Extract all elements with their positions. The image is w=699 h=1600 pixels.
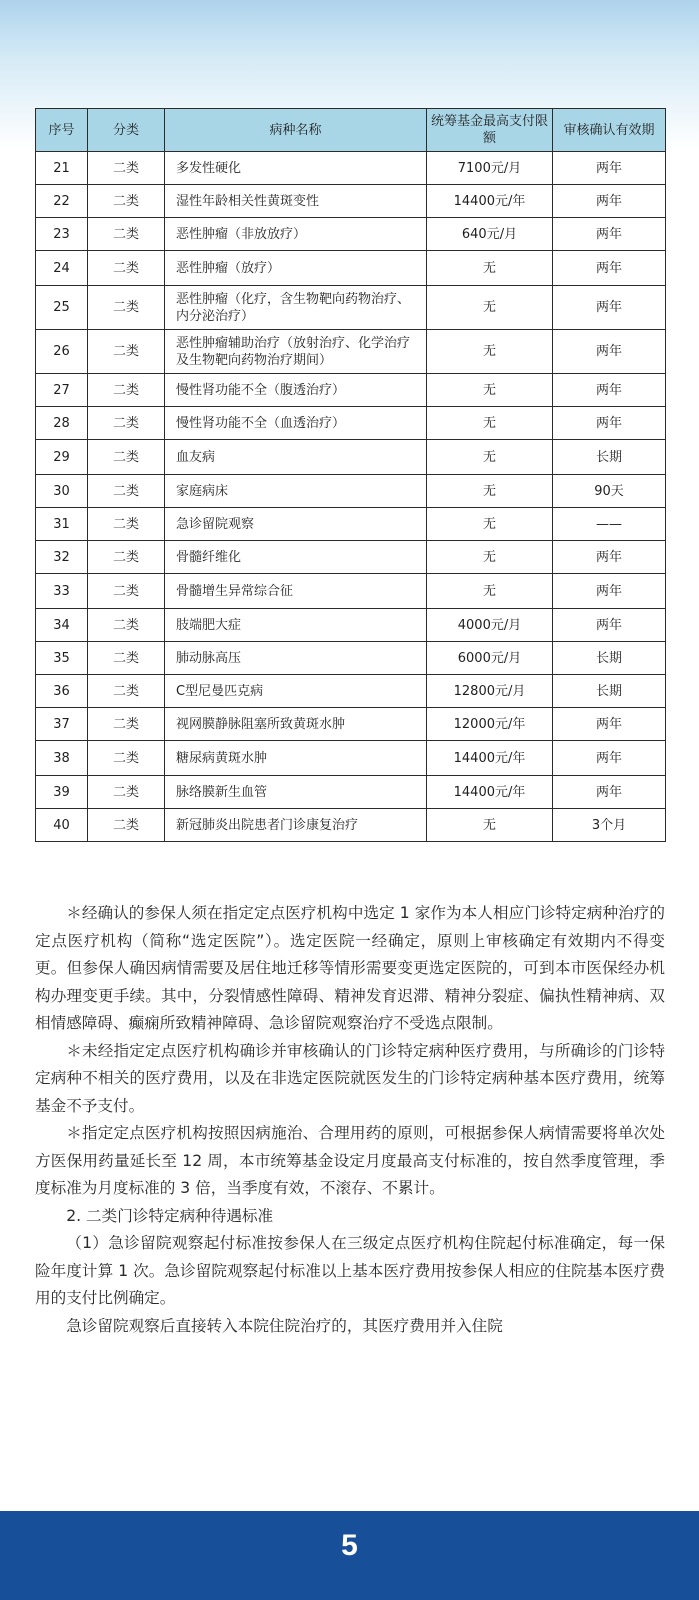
cell-disease-name: 慢性肾功能不全（腹透治疗） [165,374,427,407]
cell-disease-name: 骨髓纤维化 [165,541,427,574]
cell-payment-limit: 6000元/月 [427,642,553,675]
table-row [36,708,666,741]
cell-validity-period: 两年 [553,185,666,218]
disease-table [35,108,666,842]
cell-payment-limit: 无 [427,475,553,508]
cell-category: 二类 [88,741,165,776]
header-validity-period: 审核确认有效期 [553,109,666,152]
table-row [36,407,666,440]
cell-validity-period: 长期 [553,440,666,475]
cell-payment-limit: 无 [427,541,553,574]
cell-serial-number: 28 [36,407,88,440]
note-paragraph: 急诊留院观察后直接转入本院住院治疗的，其医疗费用并入住院 [66,1316,503,1335]
table-row [36,574,666,609]
cell-payment-limit: 14400元/年 [427,776,553,809]
table-row [36,541,666,574]
cell-category: 二类 [88,407,165,440]
notes-section [35,900,665,1340]
page-footer [0,1511,699,1600]
cell-category: 二类 [88,374,165,407]
cell-payment-limit: 640元/月 [427,218,553,251]
cell-serial-number: 30 [36,475,88,508]
cell-category: 二类 [88,330,165,374]
cell-disease-name: 肺动脉高压 [165,642,427,675]
table-row [36,508,666,541]
cell-validity-period: 两年 [553,374,666,407]
cell-serial-number: 25 [36,286,88,330]
cell-category: 二类 [88,675,165,708]
cell-serial-number: 29 [36,440,88,475]
table-body [36,152,666,842]
cell-category: 二类 [88,475,165,508]
table-row [36,185,666,218]
cell-disease-name: C型尼曼匹克病 [165,675,427,708]
table-row [36,152,666,185]
cell-category: 二类 [88,251,165,286]
cell-disease-name: 脉络膜新生血管 [165,776,427,809]
cell-payment-limit: 无 [427,574,553,609]
cell-disease-name: 湿性年龄相关性黄斑变性 [165,185,427,218]
cell-validity-period: 两年 [553,541,666,574]
cell-serial-number: 35 [36,642,88,675]
cell-validity-period: 两年 [553,152,666,185]
cell-validity-period: 两年 [553,708,666,741]
cell-payment-limit: 无 [427,251,553,286]
cell-payment-limit: 无 [427,508,553,541]
cell-disease-name: 恶性肿瘤（非放放疗） [165,218,427,251]
cell-serial-number: 36 [36,675,88,708]
cell-disease-name: 多发性硬化 [165,152,427,185]
cell-validity-period: 两年 [553,609,666,642]
table-row [36,218,666,251]
cell-validity-period: 两年 [553,574,666,609]
cell-serial-number: 31 [36,508,88,541]
cell-validity-period: 3个月 [553,809,666,842]
cell-serial-number: 21 [36,152,88,185]
note-paragraph: 2. 二类门诊特定病种待遇标准 [66,1206,274,1225]
cell-serial-number: 39 [36,776,88,809]
cell-category: 二类 [88,218,165,251]
cell-category: 二类 [88,508,165,541]
cell-disease-name: 家庭病床 [165,475,427,508]
table-row [36,809,666,842]
cell-category: 二类 [88,541,165,574]
cell-serial-number: 32 [36,541,88,574]
cell-payment-limit: 无 [427,407,553,440]
cell-disease-name: 骨髓增生异常综合征 [165,574,427,609]
cell-validity-period: 长期 [553,642,666,675]
disease-table-container [35,108,665,842]
header-serial-number: 序号 [36,109,88,152]
cell-serial-number: 34 [36,609,88,642]
cell-payment-limit: 无 [427,809,553,842]
table-row [36,675,666,708]
cell-disease-name: 急诊留院观察 [165,508,427,541]
cell-payment-limit: 4000元/月 [427,609,553,642]
table-row [36,330,666,374]
cell-category: 二类 [88,440,165,475]
cell-serial-number: 23 [36,218,88,251]
cell-payment-limit: 14400元/年 [427,741,553,776]
cell-disease-name: 恶性肿瘤（放疗） [165,251,427,286]
cell-disease-name: 血友病 [165,440,427,475]
cell-disease-name: 糖尿病黄斑水肿 [165,741,427,776]
cell-validity-period: 两年 [553,286,666,330]
note-paragraph: （1）急诊留院观察起付标准按参保人在三级定点医疗机构住院起付标准确定，每一保险年度计算 1 次。急诊留院观察起付标准以上基本医疗费用按参保人相应的住院基本医疗费用的支付比例确定。 [35,1234,665,1307]
cell-validity-period: 两年 [553,251,666,286]
cell-disease-name: 肢端肥大症 [165,609,427,642]
cell-payment-limit: 无 [427,286,553,330]
cell-payment-limit: 14400元/年 [427,185,553,218]
cell-category: 二类 [88,642,165,675]
note-paragraph: ＊未经指定定点医疗机构确诊并审核确认的门诊特定病种医疗费用，与所确诊的门诊特定病种不相关的医疗费用，以及在非选定医院就医发生的门诊特定病种基本医疗费用，统筹基金不予支付。 [35,1041,665,1115]
cell-validity-period: 长期 [553,675,666,708]
cell-payment-limit: 12800元/月 [427,675,553,708]
table-row [36,609,666,642]
cell-serial-number: 24 [36,251,88,286]
note-paragraph: ＊指定定点医疗机构按照因病施治、合理用药的原则，可根据参保人病情需要将单次处方医保用药量延长至 12 周，本市统筹基金设定月度最高支付标准的，按自然季度管理，季度标准为月度标准的 3 倍，当季度有效，不滚存、不累计。 [35,1124,665,1197]
cell-serial-number: 38 [36,741,88,776]
cell-payment-limit: 无 [427,440,553,475]
cell-payment-limit: 无 [427,330,553,374]
header-payment-limit: 统筹基金最高支付限额 [427,109,553,152]
table-header-row [36,109,666,152]
page-number: 5 [341,1529,358,1562]
cell-validity-period: 两年 [553,330,666,374]
table-row [36,251,666,286]
cell-category: 二类 [88,809,165,842]
cell-validity-period: 两年 [553,776,666,809]
table-row [36,642,666,675]
cell-disease-name: 新冠肺炎出院患者门诊康复治疗 [165,809,427,842]
cell-payment-limit: 7100元/月 [427,152,553,185]
cell-category: 二类 [88,776,165,809]
cell-serial-number: 26 [36,330,88,374]
cell-validity-period: 两年 [553,218,666,251]
cell-validity-period: 90天 [553,475,666,508]
table-row [36,741,666,776]
cell-serial-number: 27 [36,374,88,407]
cell-serial-number: 40 [36,809,88,842]
cell-disease-name: 慢性肾功能不全（血透治疗） [165,407,427,440]
table-row [36,286,666,330]
cell-payment-limit: 12000元/年 [427,708,553,741]
cell-payment-limit: 无 [427,374,553,407]
note-paragraph: ＊经确认的参保人须在指定定点医疗机构中选定 1 家作为本人相应门诊特定病种治疗的定点医疗机构（简称“选定医院”）。选定医院一经确定，原则上审核确定有效期内不得变更。但参保人确因病情需要及居住地迁移等情形需要变更选定医院的，可到本市医保经办机构办理变更手续。其中，分裂情感性障碍、精神发育迟滞、精神分裂症、偏执性精神病、双相情感障碍、癫痫所致精神障碍、急诊留院观察治疗不受选点限制。 [35,904,665,1032]
cell-category: 二类 [88,286,165,330]
table-row [36,440,666,475]
cell-category: 二类 [88,152,165,185]
header-disease-name: 病种名称 [165,109,427,152]
cell-serial-number: 37 [36,708,88,741]
table-row [36,475,666,508]
cell-serial-number: 22 [36,185,88,218]
table-row [36,374,666,407]
cell-category: 二类 [88,185,165,218]
cell-category: 二类 [88,609,165,642]
cell-validity-period: —— [553,508,666,541]
table-row [36,776,666,809]
cell-disease-name: 视网膜静脉阻塞所致黄斑水肿 [165,708,427,741]
cell-serial-number: 33 [36,574,88,609]
cell-disease-name: 恶性肿瘤（化疗，含生物靶向药物治疗、内分泌治疗） [165,286,427,330]
cell-category: 二类 [88,574,165,609]
cell-validity-period: 两年 [553,407,666,440]
cell-disease-name: 恶性肿瘤辅助治疗（放射治疗、化学治疗及生物靶向药物治疗期间） [165,330,427,374]
header-category: 分类 [88,109,165,152]
cell-validity-period: 两年 [553,741,666,776]
cell-category: 二类 [88,708,165,741]
